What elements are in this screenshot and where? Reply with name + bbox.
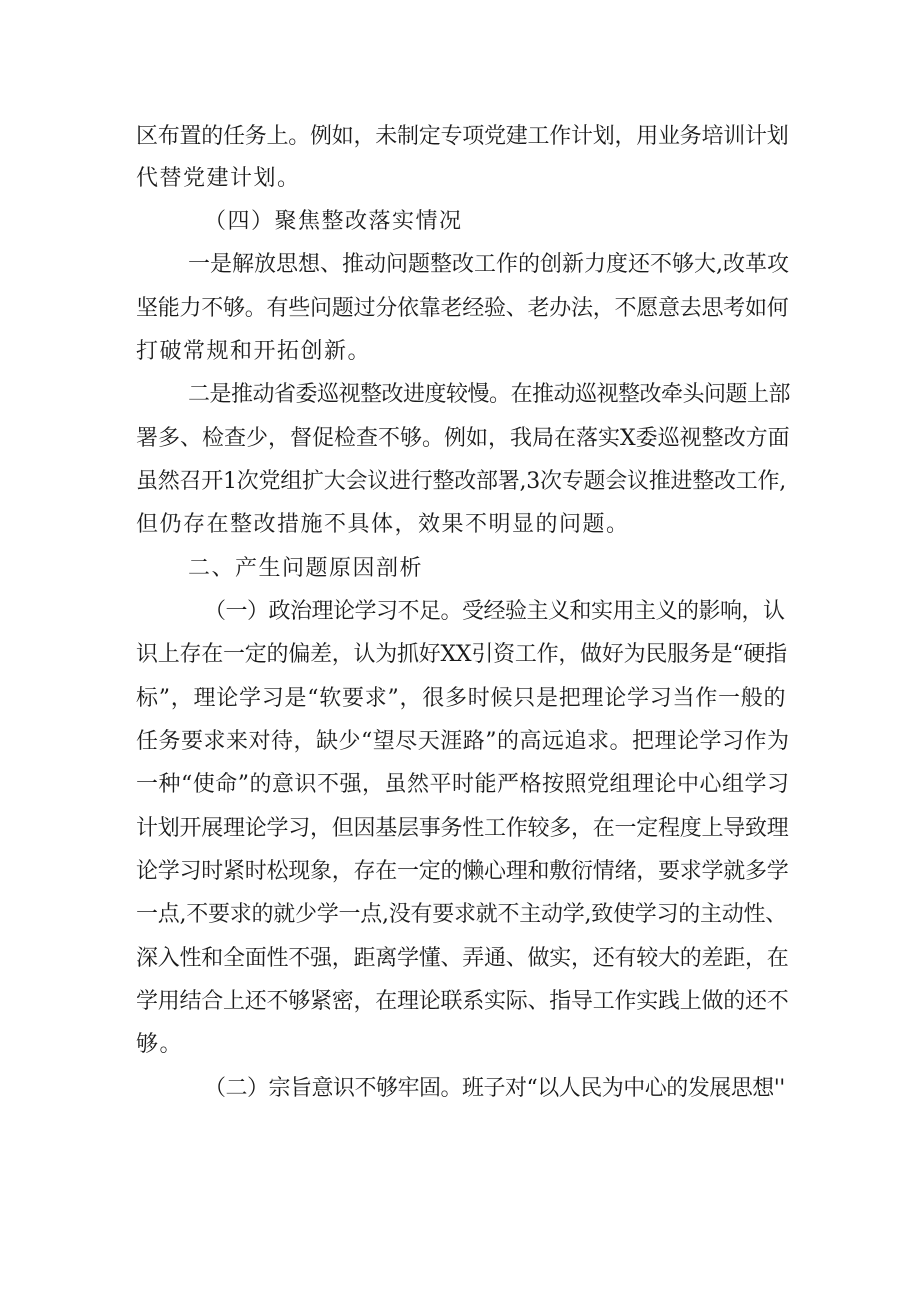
body-text-line: 二是推动省委巡视整改进度较慢。在推动巡视整改牵头问题上部 — [188, 382, 791, 407]
body-text-line: （一）政治理论学习不足。受经验主义和实用主义的影响，认 — [204, 599, 785, 624]
body-text-line: 署多、检查少，督促检查不够。例如，我局在落实X委巡视整改方面 — [136, 426, 790, 451]
body-text-line: 计划开展理论学习，但因基层事务性工作较多，在一定程度上导致理 — [136, 816, 789, 841]
body-text-line: 代替党建计划。 — [136, 166, 301, 191]
body-text-line: 论学习时紧时松现象，存在一定的懒心理和敷衍情绪，要求学就多学 — [136, 859, 789, 884]
body-text-line: 学用结合上还不够紧密，在理论联系实际、指导工作实践上做的还不 — [136, 989, 789, 1014]
section-heading: （四）聚焦整改落实情况 — [204, 209, 463, 234]
body-text-line: 任务要求来对待，缺少“望尽天涯路”的高远追求。把理论学习作为 — [136, 729, 790, 754]
body-text-line: 一点,不要求的就少学一点,没有要求就不主动学,致使学习的主动性、 — [136, 902, 787, 927]
body-text-line: 一种“使命”的意识不强，虽然平时能严格按照党组理论中心组学习 — [136, 772, 790, 797]
body-text-line: 坚能力不够。有些问题过分依靠老经验、老办法，不愿意去思考如何 — [136, 296, 789, 321]
body-text-line: 识上存在一定的偏差，认为抓好XX引资工作，做好为民服务是“硬指 — [136, 642, 787, 667]
body-text-line: 但仍存在整改措施不具体，效果不明显的问题。 — [136, 512, 630, 537]
body-text-line: 虽然召开1次党组扩大会议进行整改部署,3次专题会议推进整改工作, — [136, 469, 786, 494]
body-text-line: 标”，理论学习是“软要求”，很多时候只是把理论学习当作一般的 — [136, 686, 787, 711]
body-text-line: （二）宗旨意识不够牢固。班子对“以人民为中心的发展思想'' — [204, 1076, 785, 1101]
body-text-line: 够。 — [136, 1032, 184, 1057]
body-text-line: 打破常规和开拓创新。 — [136, 339, 372, 364]
body-text-line: 深入性和全面性不强，距离学懂、弄通、做实，还有较大的差距，在 — [136, 946, 789, 971]
body-text-line: 一是解放思想、推动问题整改工作的创新力度还不够大,改革攻 — [188, 252, 789, 277]
section-heading: 二、产生问题原因剖析 — [188, 556, 424, 581]
body-text-line: 区布置的任务上。例如，未制定专项党建工作计划，用业务培训计划 — [136, 124, 789, 149]
